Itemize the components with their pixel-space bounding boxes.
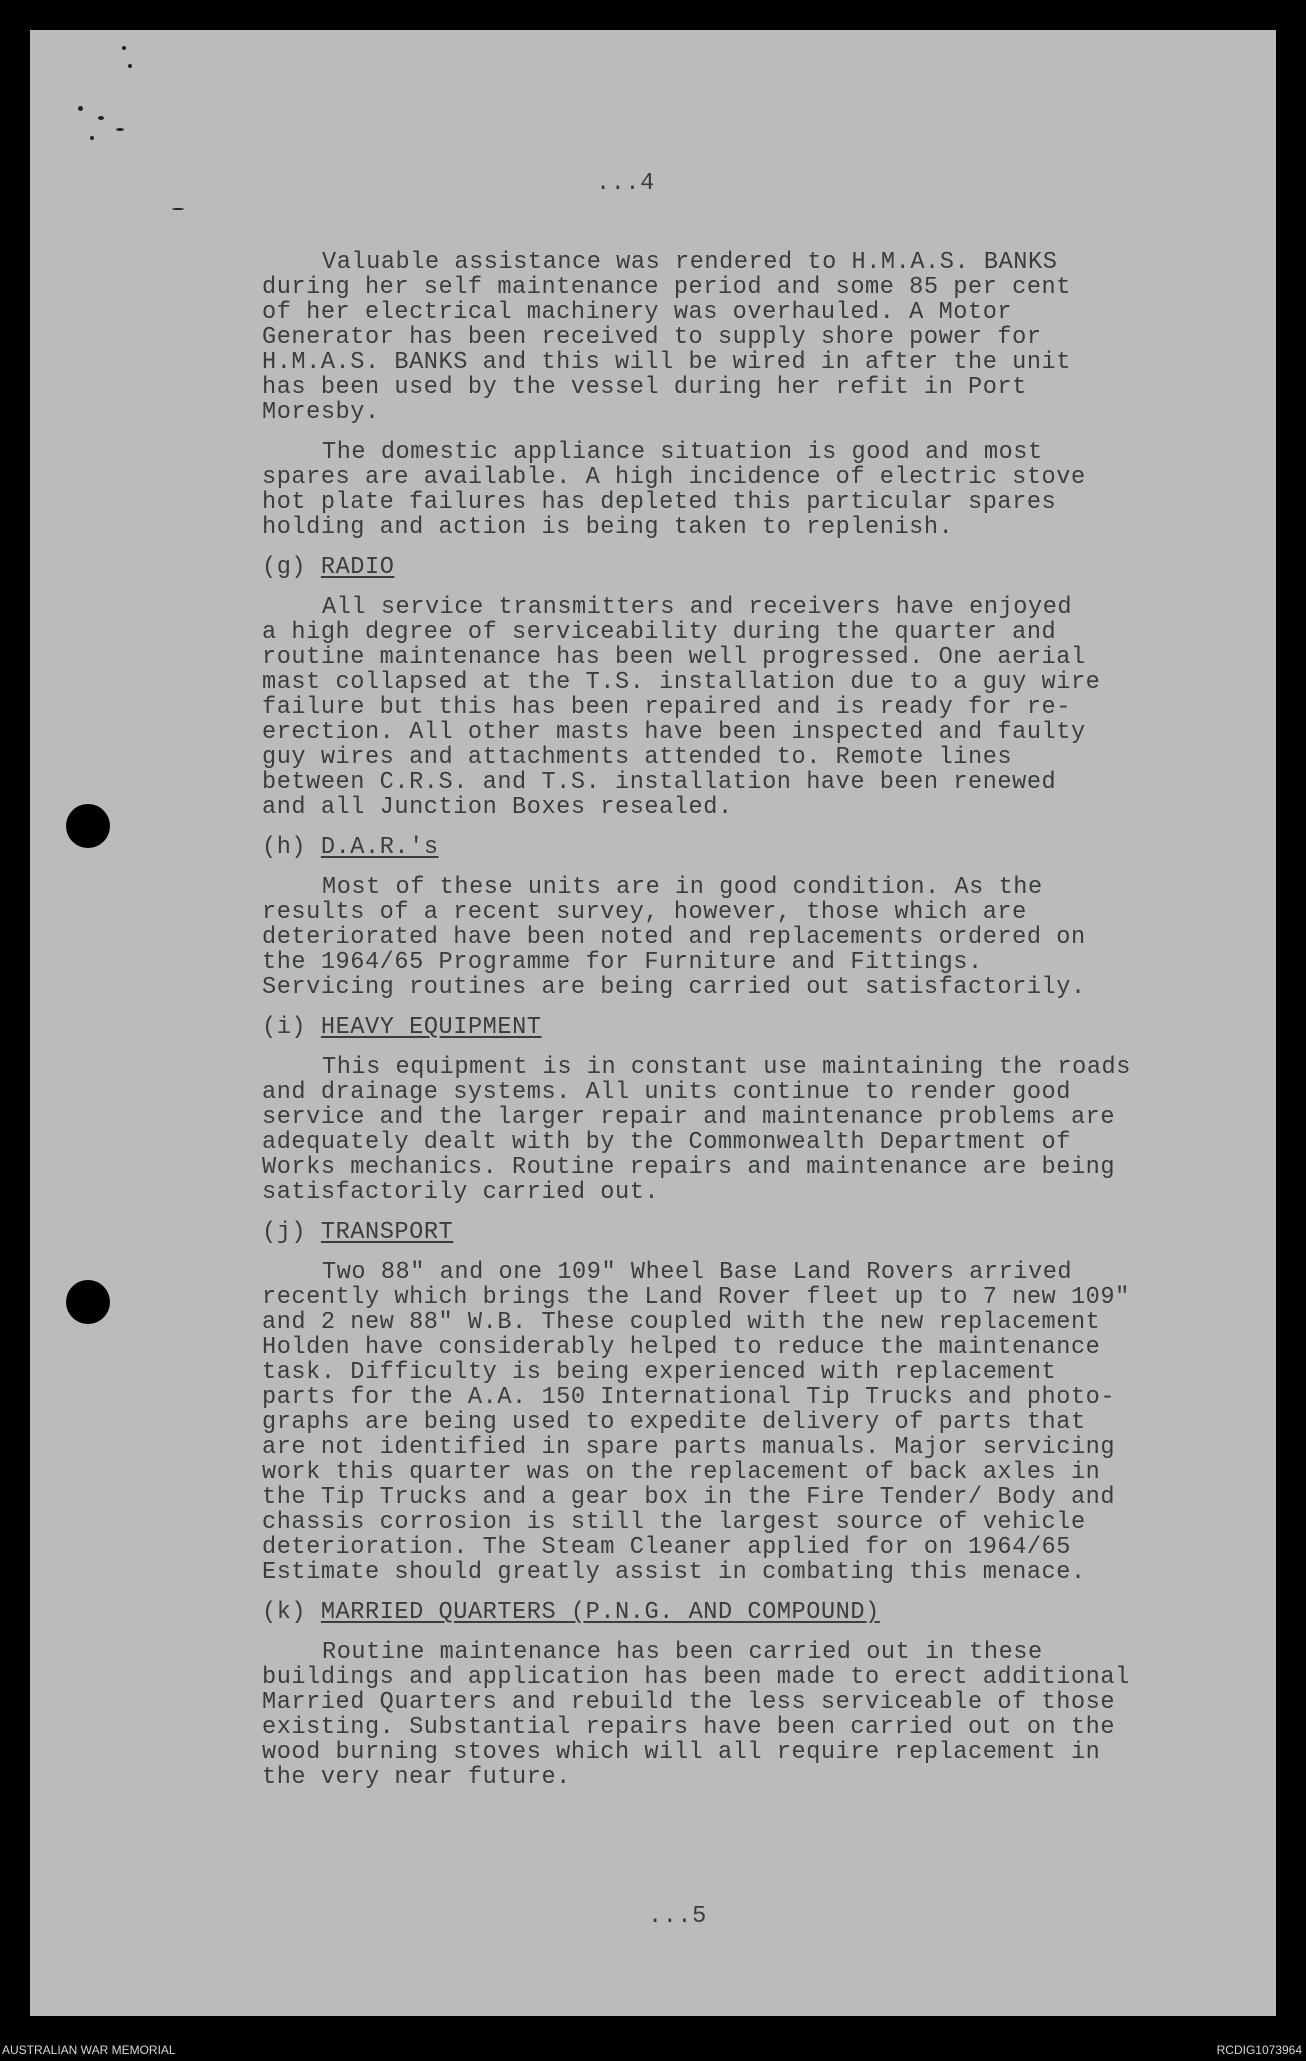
paragraph: All service transmitters and receivers have enjoyed a high degree of serviceability during the quarter and routine maintenance has been well progressed. One aerial mast collapsed at the T.S. installation due to a guy wire failure but this has been repaired and is ready for re- erection. All other masts have been inspected and faulty guy wires and attachments attended to. Remote lines between C.R.S. and T.S. installation have been renewed and all Junction Boxes resealed.: [262, 594, 1101, 821]
section-heading-j: [262, 1220, 1182, 1245]
paragraph: Two 88" and one 109" Wheel Base Land Rovers arrived recently which brings the Land Rover fleet up to 7 new 109" and 2 new 88" W.B. These coupled with the new replacement Holden have considerably helped to reduce the maintenance task. Difficulty is being experienced with replacement parts for the A.A. 150 International Tip Trucks and photo- graphs are being used to expedite delivery of parts that are not identified in spare parts manuals. Major servicing work this quarter was on the replacement of back axles in the Tip Trucks and a gear box in the Fire Tender/ Body and chassis corrosion is still the largest source of vehicle deterioration. The Steam Cleaner applied for on 1964/65 Estimate should greatly assist in combating this menace.: [262, 1259, 1130, 1586]
archive-footer: [0, 2016, 1306, 2061]
section-title: TRANSPORT: [320, 1219, 454, 1246]
section-heading-g: [262, 555, 1182, 580]
section-heading-i: [262, 1015, 1182, 1040]
section-heading-h: [262, 835, 1182, 860]
paragraph: Routine maintenance has been carried out in these buildings and application has been made to erect additional Married Quarters and rebuild the less serviceable of those existing. Substantial repairs have been carried out on the wood burning stoves which will all require replacement in the very near future.: [262, 1639, 1130, 1791]
section-heading-k: [262, 1600, 1182, 1625]
paragraph: The domestic appliance situation is good and most spares are available. A high incidence of electric stove hot plate failures has depleted this particular spares holding and action is being taken to replenish.: [262, 439, 1086, 541]
paper-speck: [128, 64, 132, 68]
paragraph: Valuable assistance was rendered to H.M.A.S. BANKS during her self maintenance period and some 85 per cent of her electrical machinery was overhauled. A Motor Generator has been received to supply shore power for H.M.A.S. BANKS and this will be wired in after the unit has been used by the vessel during her refit in Port Moresby.: [262, 249, 1071, 426]
section-marker: (k): [262, 1599, 307, 1626]
section-marker: (g): [262, 554, 307, 581]
paper-speck: [90, 136, 94, 140]
section-marker: (h): [262, 834, 307, 861]
paper-speck: [98, 116, 104, 120]
paper-speck: [172, 208, 184, 210]
punch-hole: [66, 804, 110, 848]
paper-speck: [122, 46, 126, 50]
section-marker: (i): [262, 1014, 307, 1041]
page-number-marker: ...4: [596, 170, 655, 197]
section-marker: (j): [262, 1219, 307, 1246]
section-title: HEAVY EQUIPMENT: [320, 1014, 542, 1041]
archive-credit: AUSTRALIAN WAR MEMORIAL: [2, 2043, 176, 2057]
paragraph: This equipment is in constant use maintaining the roads and drainage systems. All units continue to render good service and the larger repair and maintenance problems are adequately dealt with by the Commonwealth Department of Works mechanics. Routine repairs and maintenance are being satisfactorily carried out.: [262, 1054, 1131, 1206]
punch-hole: [66, 1280, 110, 1324]
paragraph: Most of these units are in good condition. As the results of a recent survey, however, those which are deteriorated have been noted and replacements ordered on the 1964/65 Programme for Furniture and Fittings. Servicing routines are being carried out satisfactorily.: [262, 874, 1086, 1001]
page-number-marker: ...5: [648, 1903, 707, 1930]
paper-speck: [78, 106, 83, 111]
paper-speck: [116, 128, 124, 131]
section-title: RADIO: [320, 554, 395, 581]
section-title: D.A.R.'s: [320, 834, 439, 861]
archive-id: RCDIG1073964: [1216, 2043, 1302, 2057]
document-body: [262, 250, 1182, 1790]
section-title: MARRIED QUARTERS (P.N.G. AND COMPOUND): [320, 1599, 880, 1626]
